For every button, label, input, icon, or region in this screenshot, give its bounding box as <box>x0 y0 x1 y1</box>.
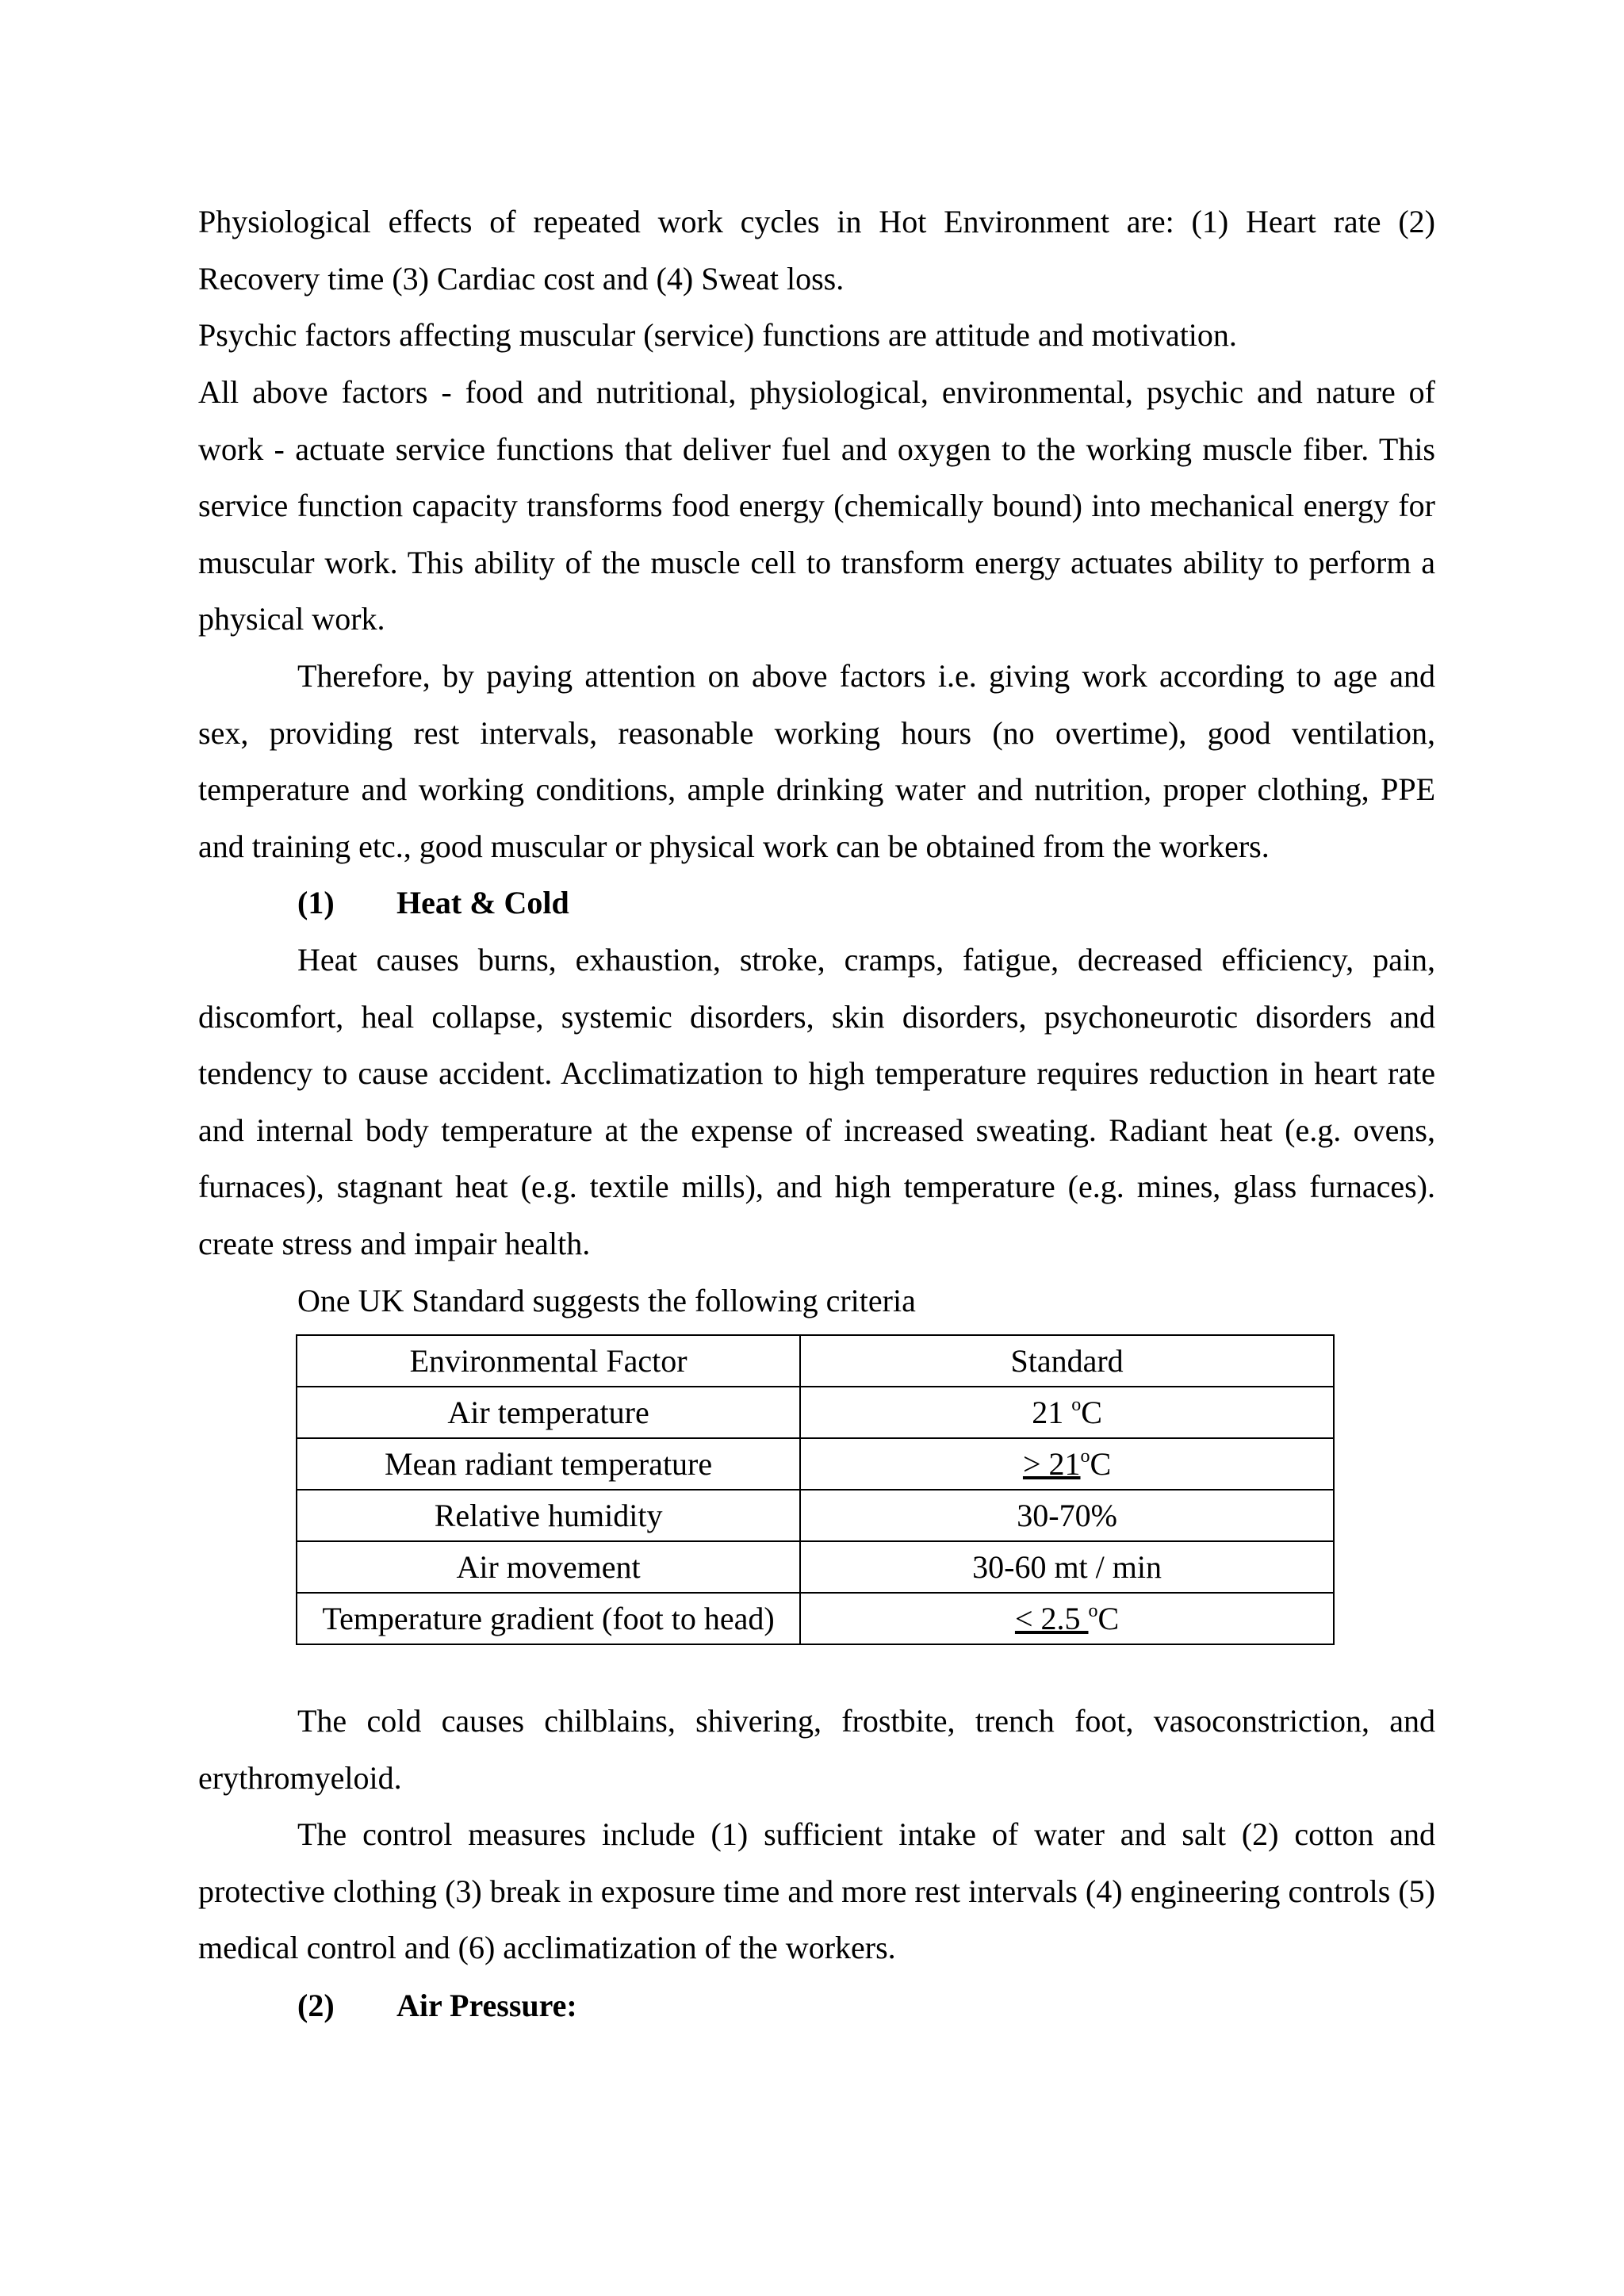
paragraph-cold-effects: The cold causes chilblains, shivering, frostbite, trench foot, vasoconstriction, and erythromyeloid. <box>198 1703 1435 1796</box>
table-row <box>297 1490 1334 1541</box>
table-header-row <box>297 1335 1334 1387</box>
standard-cell: > $21^oC$ <box>800 1438 1334 1490</box>
standard-cell: < 2.5 $^o$C <box>800 1593 1334 1644</box>
paragraph-service-functions: All above factors - food and nutritional, physiological, environmental, psychic and nature of work - actuate service functions that deliver fuel and oxygen to the working muscle fiber. This service function capacity transforms food energy (chemically bound) into mechanical energy for muscular work. This ability of the muscle cell to transform energy actuates ability to perform a physical work. <box>198 374 1435 637</box>
table-header-standard: Standard <box>800 1335 1334 1387</box>
paragraph-psychic-factors: Psychic factors affecting muscular (service) functions are attitude and motivation. <box>198 317 1237 353</box>
paragraph-heat-effects: Heat causes burns, exhaustion, stroke, cramps, fatigue, decreased efficiency, pain, discomfort, heal collapse, systemic disorders, skin disorders, psychoneurotic disorders and tendency to cause accident. Acclimatization to high temperature requires reduction in heart rate and internal body temperature at the expense of increased sweating. Radiant heat (e.g. ovens, furnaces), stagnant heat (e.g. textile mills), and high temperature (e.g. mines, glass furnaces). create stress and impair health. <box>198 942 1435 1261</box>
factor-cell: Mean radiant temperature <box>297 1438 800 1490</box>
table-row <box>297 1438 1334 1490</box>
table-header-factor: Environmental Factor <box>297 1335 800 1387</box>
table-row <box>297 1387 1334 1438</box>
standard-cell: 30-70% <box>800 1490 1334 1541</box>
table-row <box>297 1541 1334 1593</box>
paragraph-therefore: Therefore, by paying attention on above factors i.e. giving work according to age and sex, providing rest intervals, reasonable working hours (no overtime), good ventilation, temperature and working conditions, ample drinking water and nutrition, proper clothing, PPE and training etc., good muscular or physical work can be obtained from the workers. <box>198 658 1435 864</box>
paragraph-uk-standard: One UK Standard suggests the following criteria <box>297 1283 916 1318</box>
heading-title: Heat & Cold <box>396 885 569 920</box>
factor-cell: Temperature gradient (foot to head) <box>297 1593 800 1644</box>
factor-cell: Air temperature <box>297 1387 800 1438</box>
heading-title: Air Pressure: <box>396 1988 577 2023</box>
heading-air-pressure <box>297 1977 932 2034</box>
paragraph-control-measures: The control measures include (1) sufficient intake of water and salt (2) cotton and protective clothing (3) break in exposure time and more rest intervals (4) engineering controls (5) medical control and (6) acclimatization of the workers. <box>198 1816 1435 1965</box>
standard-cell: 21 $^o$C <box>800 1387 1334 1438</box>
paragraph-work-cycles: Physiological effects of repeated work cycles in Hot Environment are: (1) Heart rate (2) Recovery time (3) Cardiac cost and (4) Sweat loss. <box>198 204 1435 297</box>
factor-cell: Relative humidity <box>297 1490 800 1541</box>
heading-heat-cold <box>297 874 932 932</box>
standards-table <box>296 1334 1335 1645</box>
table-row <box>297 1593 1334 1644</box>
standard-cell: 30-60 mt / min <box>800 1541 1334 1593</box>
heading-number: (2) <box>297 1988 335 2023</box>
factor-cell: Air movement <box>297 1541 800 1593</box>
heading-number: (1) <box>297 885 335 920</box>
